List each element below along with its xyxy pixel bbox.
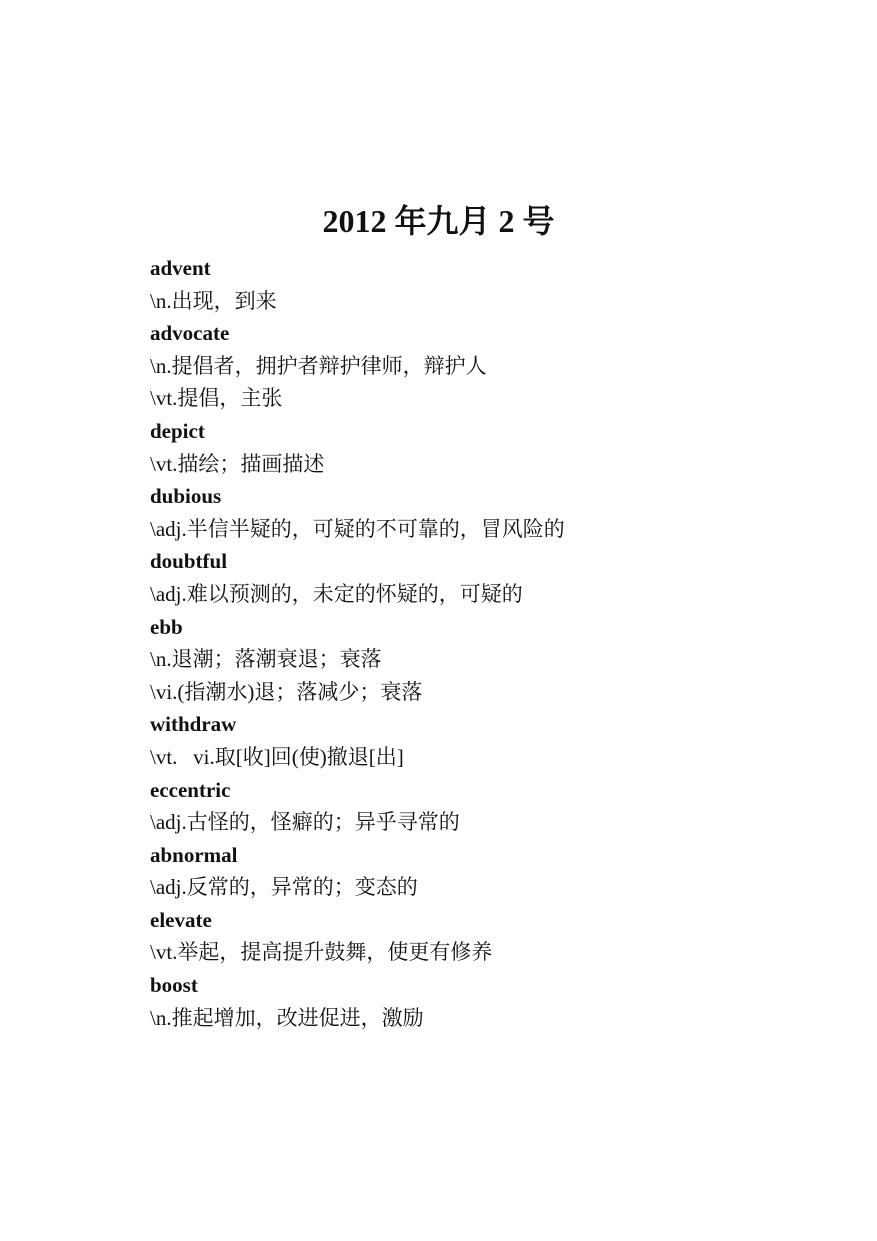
vocab-entry-advent [150, 252, 830, 317]
vocab-word: eccentric [150, 777, 231, 802]
vocab-entry-ebb [150, 611, 830, 709]
vocab-definition: \adj.难以预测的，未定的怀疑的，可疑的 [150, 581, 523, 606]
vocab-entry-elevate [150, 904, 830, 969]
vocab-entry-abnormal [150, 839, 830, 904]
vocab-word: doubtful [150, 549, 228, 574]
vocab-entry-dubious [150, 480, 830, 545]
vocab-definition: \adj.古怪的，怪癖的；异乎寻常的 [150, 810, 460, 835]
vocab-word: advocate [150, 321, 230, 346]
vocab-definition: \vt.描绘；描画描述 [150, 451, 325, 476]
vocab-entry-advocate [150, 317, 830, 415]
vocab-word: depict [150, 418, 205, 443]
vocab-entry-doubtful [150, 545, 830, 610]
vocab-definition: \n.推起增加，改进促进，激励 [150, 1005, 424, 1030]
vocab-word: withdraw [150, 712, 237, 737]
vocab-entry-depict [150, 415, 830, 480]
vocab-definition: \n.退潮；落潮衰退；衰落 [150, 647, 382, 672]
vocab-definition: \vt. vi.取[收]回(使)撤退[出] [150, 744, 404, 769]
vocab-definition: \vt.举起，提高提升鼓舞，使更有修养 [150, 940, 493, 965]
vocab-definition: \adj.半信半疑的，可疑的不可靠的，冒风险的 [150, 516, 565, 541]
vocab-entry-eccentric [150, 774, 830, 839]
vocab-word: dubious [150, 484, 222, 509]
vocab-word: abnormal [150, 842, 238, 867]
vocab-word: boost [150, 973, 198, 998]
page-title: 2012 年九月 2 号 [322, 203, 555, 239]
vocab-definition: \adj.反常的，异常的；变态的 [150, 875, 418, 900]
vocabulary-list [150, 252, 830, 1034]
vocab-definition: \vt.提倡，主张 [150, 386, 283, 411]
vocab-definition: \vi.(指潮水)退；落减少；衰落 [150, 679, 423, 704]
vocab-entry-withdraw [150, 708, 830, 773]
vocab-word: advent [150, 256, 211, 280]
vocab-word: ebb [150, 614, 183, 639]
vocab-entry-boost [150, 969, 830, 1034]
vocab-word: elevate [150, 907, 212, 932]
vocab-definition: \n.出现，到来 [150, 288, 277, 313]
vocab-definition: \n.提倡者，拥护者辩护律师，辩护人 [150, 353, 487, 378]
